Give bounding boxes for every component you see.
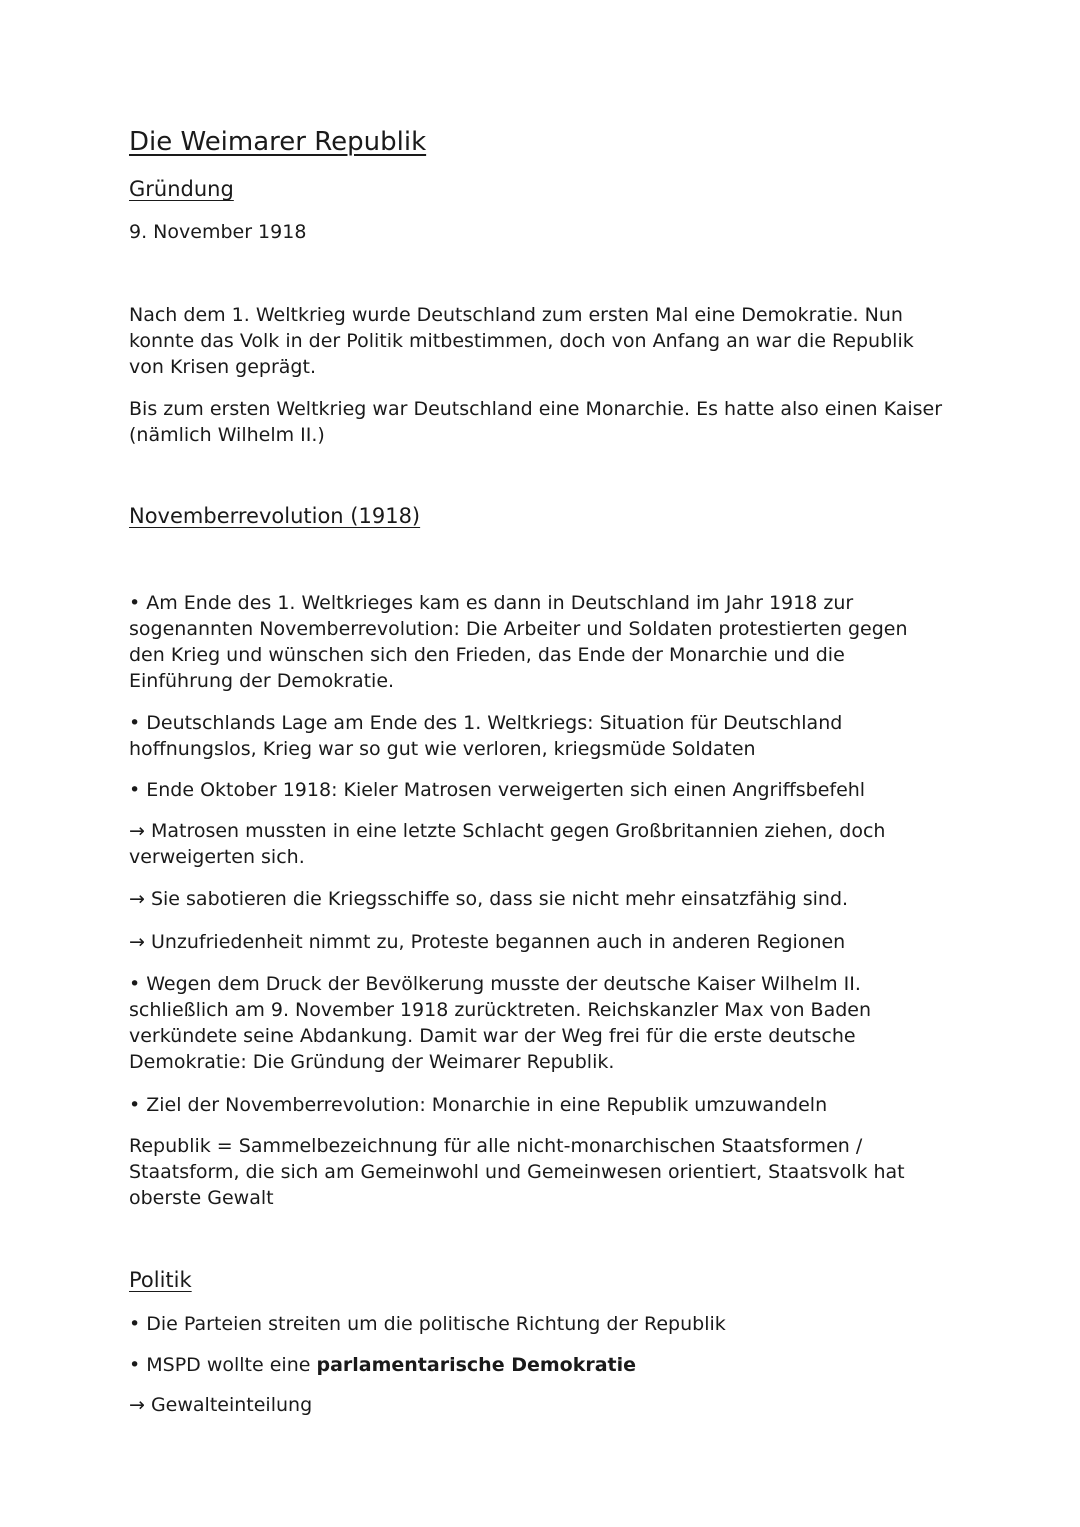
bullet-revolution-4: • Wegen dem Druck der Bevölkerung musste der deutsche Kaiser Wilhelm II. schließlich am 9. November 1918 zurücktreten. Reichskanzler Max von Baden verkündete seine Abdankung. Damit war der Weg frei für die erste deutsche Demokratie: Die Gründung der Weimarer Republik.: [129, 973, 872, 1073]
arrow-item-2: → Sie sabotieren die Kriegsschiffe so, dass sie nicht mehr einsatzfähig sind.: [129, 888, 849, 910]
arrow-item-1: → Matrosen mussten in eine letzte Schlacht gegen Großbritannien ziehen, doch verweigerten sich.: [129, 820, 886, 868]
section-heading-politik: Politik: [129, 1268, 192, 1292]
section-heading-revolution: Novemberrevolution (1918): [129, 504, 421, 528]
arrow-item-3: → Unzufriedenheit nimmt zu, Proteste begannen auch in anderen Regionen: [129, 931, 846, 953]
paragraph-intro: Nach dem 1. Weltkrieg wurde Deutschland zum ersten Mal eine Demokratie. Nun konnte das Volk in der Politik mitbestimmen, doch von Anfang an war die Republik von Krisen geprägt.: [129, 304, 914, 378]
bullet-politik-1: • Die Parteien streiten um die politische Richtung der Republik: [129, 1313, 726, 1335]
definition-republik: Republik = Sammelbezeichnung für alle nicht-monarchischen Staatsformen / Staatsform, die sich am Gemeinwohl und Gemeinwesen orientiert, Staatsvolk hat oberste Gewalt: [129, 1135, 905, 1209]
page-title: Die Weimarer Republik: [129, 127, 427, 157]
bullet-politik-2-prefix: • MSPD wollte eine: [129, 1354, 317, 1376]
section-heading-gruendung: Gründung: [129, 177, 234, 201]
founding-date: 9. November 1918: [129, 221, 307, 243]
bullet-revolution-1: • Am Ende des 1. Weltkrieges kam es dann in Deutschland im Jahr 1918 zur sogenannten Novemberrevolution: Die Arbeiter und Soldaten protestierten gegen den Krieg und wünschen sich den Frieden, das Ende der Monarchie und die Einführung der Demokratie.: [129, 592, 908, 692]
bold-term: parlamentarische Demokratie: [316, 1354, 637, 1376]
bullet-revolution-3: • Ende Oktober 1918: Kieler Matrosen verweigerten sich einen Angriffsbefehl: [129, 779, 866, 801]
paragraph-monarchy: Bis zum ersten Weltkrieg war Deutschland eine Monarchie. Es hatte also einen Kaiser (nämlich Wilhelm II.): [129, 398, 943, 446]
arrow-politik-1: → Gewalteinteilung: [129, 1394, 313, 1416]
bullet-politik-2: [129, 1352, 949, 1378]
bullet-revolution-5: • Ziel der Novemberrevolution: Monarchie in eine Republik umzuwandeln: [129, 1094, 828, 1116]
bullet-revolution-2: • Deutschlands Lage am Ende des 1. Weltkriegs: Situation für Deutschland hoffnungslos, Krieg war so gut wie verloren, kriegsmüde Soldaten: [129, 712, 843, 760]
